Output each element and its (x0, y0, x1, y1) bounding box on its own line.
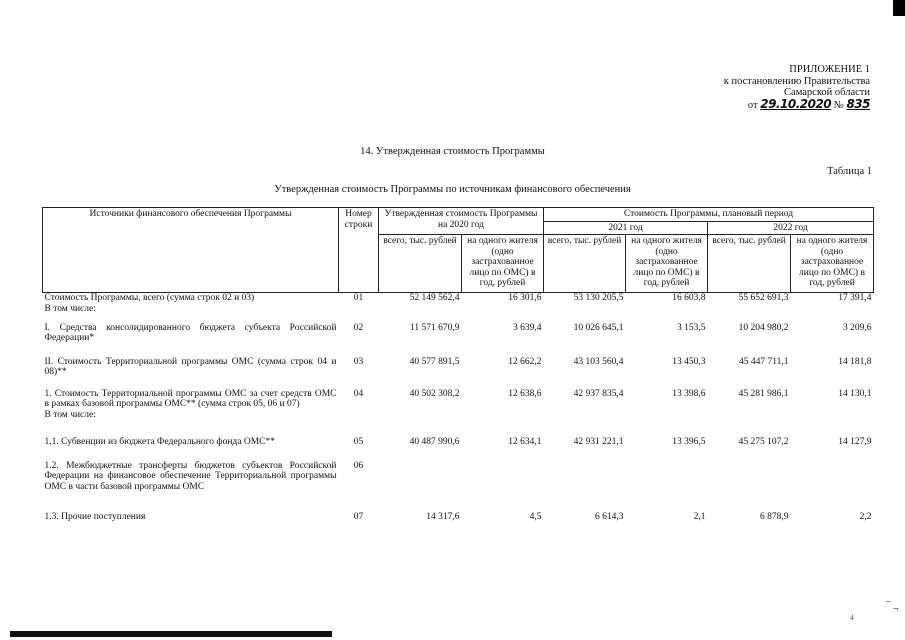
cell-2022-per-capita (791, 461, 874, 512)
row-code: 04 (353, 388, 364, 399)
cell-2020-per-capita: 12 662,2 (508, 356, 542, 367)
cell-2021-total: 43 103 560,4 (573, 356, 624, 367)
approval-line-1: ПРИЛОЖЕНИЕ 1 (789, 64, 870, 75)
cell-2021-total (544, 461, 626, 512)
cell-2020-total: 52 149 562,4 (409, 293, 460, 303)
cell-2020-total: 40 502 308,2 (409, 388, 460, 399)
approval-date: 29.10.2020 (760, 96, 832, 111)
header-2022-per-capita: на одного жителя (одно застрахованное лицо по ОМС) в год, рублей (791, 235, 874, 293)
row-code: 06 (353, 460, 364, 471)
cell-2020-per-capita: 12 634,1 (508, 436, 542, 447)
header-2022-total: всего, тыс. рублей (708, 235, 791, 293)
cell-2021-per-capita: 13 396,5 (672, 436, 706, 447)
cell-2020-per-capita: 3 639,4 (513, 322, 542, 333)
row-code: 05 (353, 436, 364, 447)
cell-2021-total: 53 130 205,5 (573, 293, 624, 303)
cell-2020-total: 40 487 990,6 (409, 436, 460, 447)
row-name: 1.2. Межбюджетные трансферты бюджетов субъектов Российской Федерации на финансовое обеспечение Территориальной программы ОМС в части базовой программы ОМС (44, 460, 337, 492)
table-row (43, 461, 874, 512)
row-name: 1.1. Субвенции из бюджета Федерального фонда ОМС** (44, 436, 275, 447)
table-row (43, 437, 874, 461)
row-name: Стоимость Программы, всего (сумма строк 02 и 03) В том числе: (44, 293, 255, 314)
approval-block (700, 64, 870, 111)
table-row (43, 323, 874, 357)
edge-mark-bottom: 4 (850, 614, 854, 622)
cell-2021-per-capita: 16 603,8 (672, 293, 706, 303)
cell-2020-per-capita: 12 638,6 (508, 388, 542, 399)
scan-edge-top (893, 0, 905, 16)
cell-2022-total: 45 281 986,1 (738, 388, 789, 399)
header-planned-period: Стоимость Программы, плановый период (544, 208, 874, 222)
table-row (43, 357, 874, 389)
row-name: II. Стоимость Территориальной программы ОМС (сумма строк 04 и 08)** (44, 356, 337, 377)
cell-2022-per-capita: 3 209,6 (843, 322, 872, 333)
approval-date-line (700, 96, 870, 112)
header-2021-total: всего, тыс. рублей (544, 235, 626, 293)
row-name: 1. Стоимость Территориальной программы ОМС за счет средств ОМС в рамках базовой программы ОМС** (сумма строк 05, 06 и 07) В том числе: (44, 388, 337, 420)
table-row (43, 293, 874, 323)
table-row (43, 512, 874, 526)
cell-2022-per-capita: 14 181,8 (838, 356, 872, 367)
approval-line-3: Самарской области (784, 87, 870, 98)
row-name: 1.3. Прочие поступления (44, 511, 146, 522)
cell-2022-total: 45 447 711,1 (738, 356, 789, 367)
cell-2022-total: 10 204 980,2 (738, 322, 789, 333)
header-year-2021: 2021 год (544, 221, 708, 235)
approval-line-2: к постановлению Правительства (723, 75, 870, 87)
cell-2022-total: 6 878,9 (760, 511, 789, 522)
header-2021-per-capita: на одного жителя (одно застрахованное лицо по ОМС) в год, рублей (626, 235, 708, 293)
header-approved-2020: Утвержденная стоимость Программы на 2020 год (379, 208, 544, 235)
cell-2021-per-capita: 2,1 (693, 511, 706, 522)
edge-mark-right-low: ¬ (893, 604, 899, 615)
cell-2021-total: 42 931 221,1 (573, 436, 624, 447)
approval-number: 835 (846, 96, 870, 111)
cell-2022-per-capita: 14 127,9 (838, 436, 872, 447)
cell-2022-total: 55 652 691,3 (738, 293, 789, 303)
header-2020-per-capita: на одного жителя (одно застрахованное лицо по ОМС) в год, рублей (462, 235, 544, 293)
cell-2022-per-capita: 17 391,4 (838, 293, 872, 303)
table-label: Таблица 1 (827, 166, 872, 177)
header-source: Источники финансового обеспечения Программы (43, 208, 339, 293)
cell-2020-total: 11 571 670,9 (409, 322, 460, 333)
cell-2022-total (708, 461, 791, 512)
cell-2021-total: 10 026 645,1 (573, 322, 624, 333)
cell-2021-per-capita: 3 153,5 (677, 322, 706, 333)
cell-2021-per-capita: 13 450,3 (672, 356, 706, 367)
cell-2020-total: 14 317,6 (426, 511, 460, 522)
row-code: 07 (353, 511, 364, 522)
cell-2022-total: 45 275 107,2 (738, 436, 789, 447)
cost-table (42, 207, 874, 526)
table-row (43, 389, 874, 437)
header-year-2022: 2022 год (708, 221, 874, 235)
row-code: 01 (353, 293, 364, 303)
cell-2022-per-capita: 2,2 (859, 511, 872, 522)
row-code: 03 (353, 356, 364, 367)
number-prefix: № (833, 99, 844, 111)
cell-2021-total: 6 614,3 (595, 511, 624, 522)
row-code: 02 (353, 322, 364, 333)
section-title: 14. Утвержденная стоимость Программы (360, 146, 545, 157)
cell-2020-total: 40 577 891,5 (409, 356, 460, 367)
cell-2022-per-capita: 14 130,1 (838, 388, 872, 399)
cell-2021-total: 42 937 835,4 (573, 388, 624, 399)
scan-edge-bottom (10, 631, 332, 637)
cell-2021-per-capita (626, 461, 708, 512)
edge-mark-right: – (886, 596, 891, 607)
date-prefix: от (747, 99, 758, 111)
header-2020-total: всего, тыс. рублей (379, 235, 462, 293)
cell-2020-per-capita: 16 301,6 (508, 293, 542, 303)
cell-2020-per-capita: 4,5 (529, 511, 542, 522)
cell-2020-per-capita (462, 461, 544, 512)
header-row-number: Номер строки (339, 208, 379, 293)
cell-2021-per-capita: 13 398,6 (672, 388, 706, 399)
row-name: I. Средства консолидированного бюджета субъекта Российской Федерации* (44, 322, 337, 343)
table-title: Утвержденная стоимость Программы по источникам финансового обеспечения (274, 184, 631, 195)
cell-2020-total (379, 461, 462, 512)
